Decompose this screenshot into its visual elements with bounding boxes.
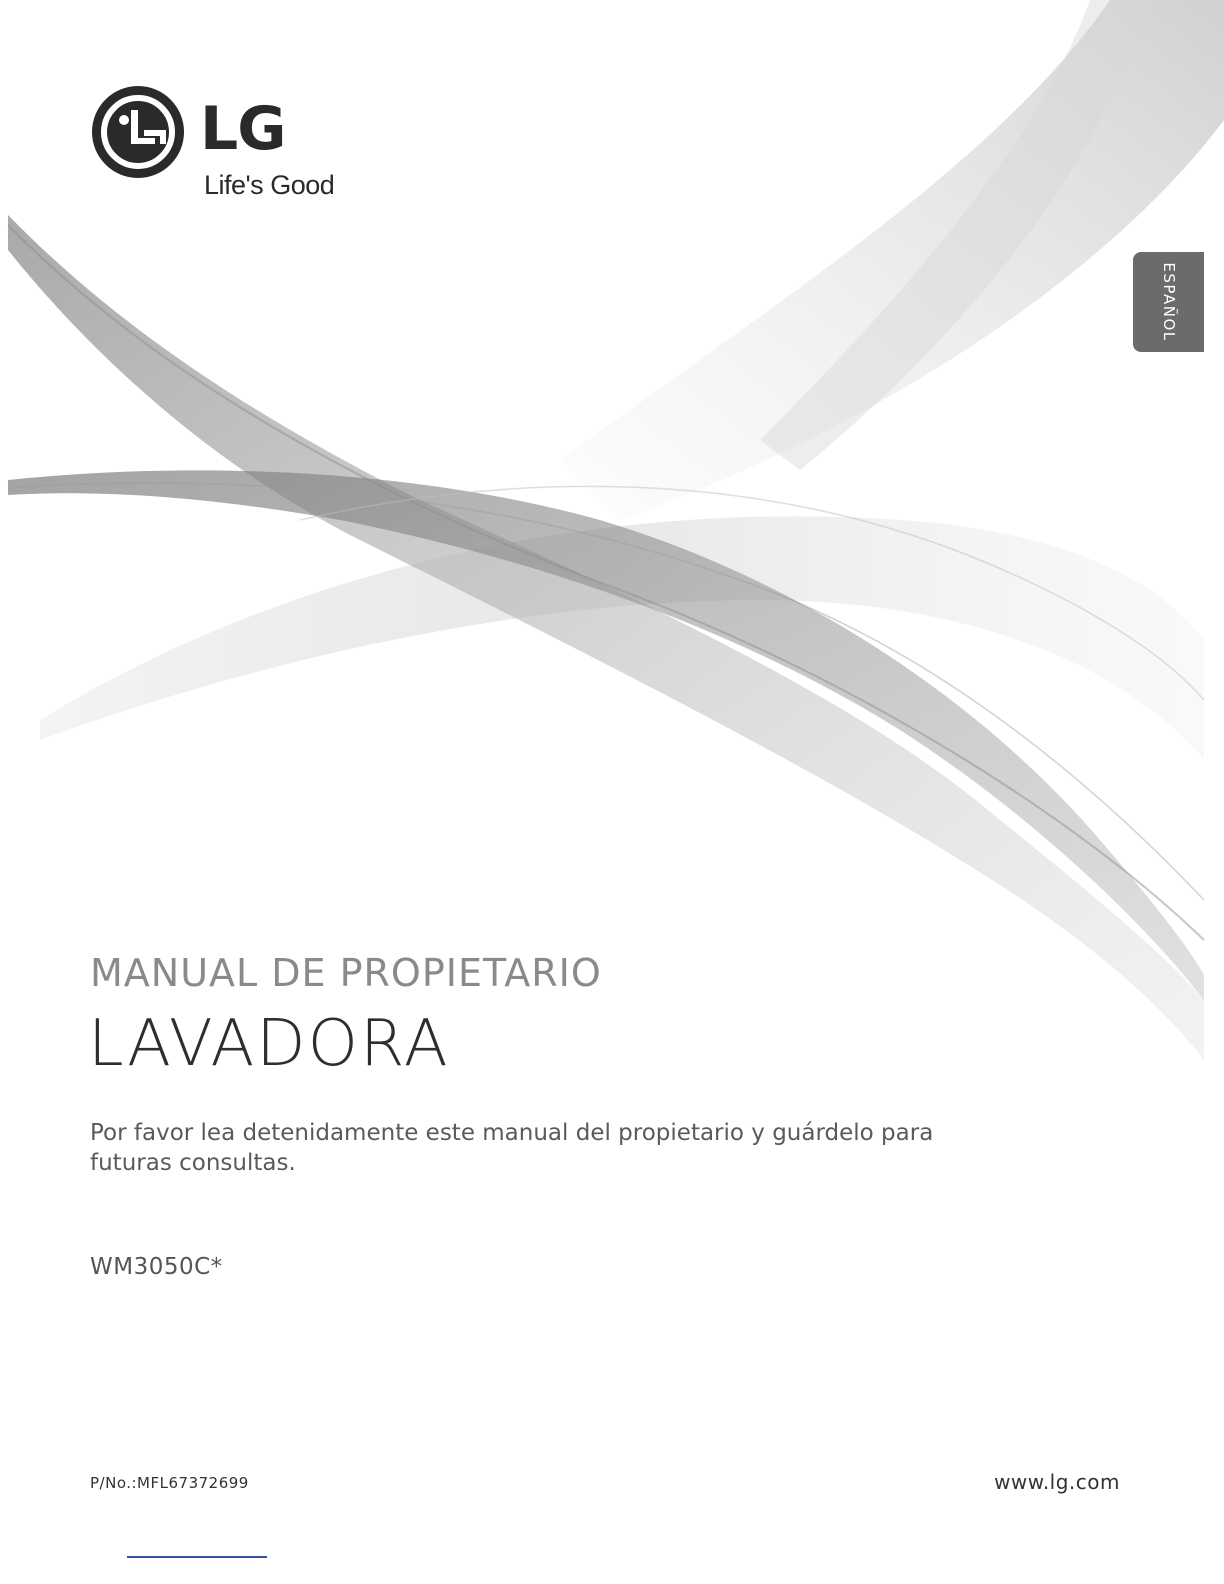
brand-name: LG [200,94,286,164]
model-number: WM3050C* [90,1254,223,1280]
product-title: LAVADORA [88,1007,450,1081]
website-link[interactable]: www.lg.com [994,1470,1120,1494]
document-type-title: MANUAL DE PROPIETARIO [90,951,602,995]
brand-tagline: Life's Good [204,170,335,200]
language-tab [1133,252,1204,352]
reading-note: Por favor lea detenidamente este manual del propietario y guárdelo para futuras consultas. [90,1120,934,1176]
lg-face-logo-icon [90,84,186,180]
part-number: P/No.:MFL67372699 [90,1474,249,1492]
language-tab-label: ESPAÑOL [1159,262,1178,342]
footer-rule [127,1556,267,1558]
brand-logo [90,84,370,204]
